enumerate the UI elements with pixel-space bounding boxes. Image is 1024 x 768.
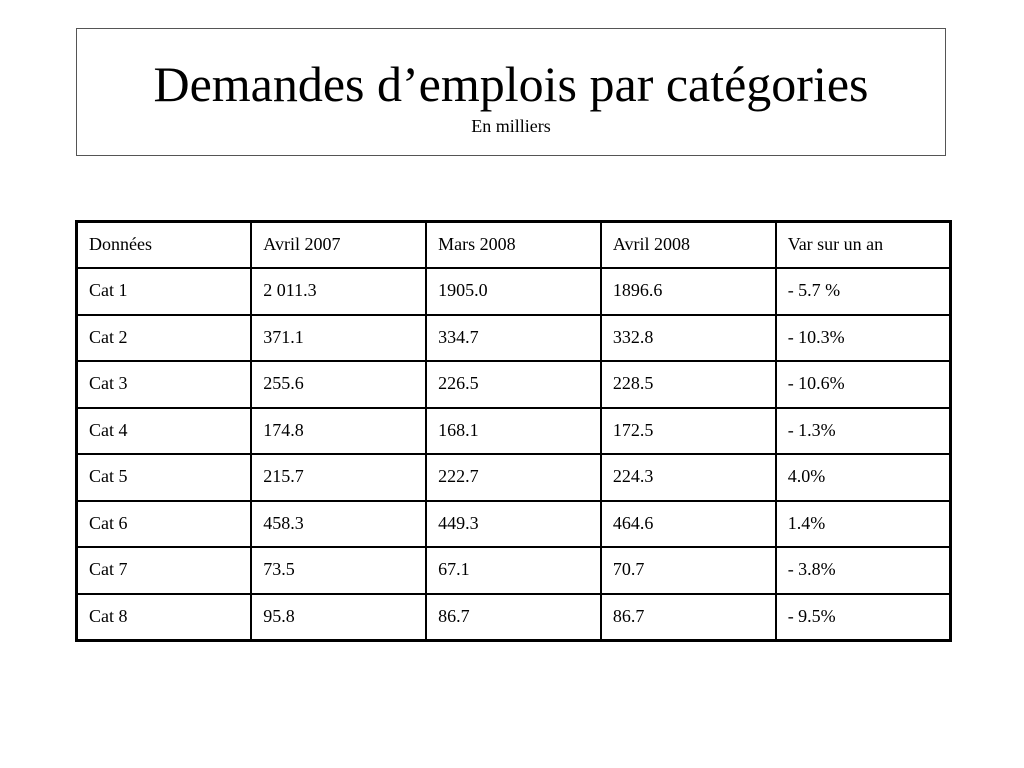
table-cell: Cat 5	[77, 454, 252, 501]
table-cell: 168.1	[426, 408, 601, 455]
table-cell: 255.6	[251, 361, 426, 408]
table-cell: 228.5	[601, 361, 776, 408]
table-cell: 458.3	[251, 501, 426, 548]
table-cell: 174.8	[251, 408, 426, 455]
table-cell: 449.3	[426, 501, 601, 548]
table-cell: - 3.8%	[776, 547, 951, 594]
table-cell: - 1.3%	[776, 408, 951, 455]
table-cell: Cat 2	[77, 315, 252, 362]
table-cell: Cat 7	[77, 547, 252, 594]
table-cell: 332.8	[601, 315, 776, 362]
table-cell: 70.7	[601, 547, 776, 594]
page-subtitle: En milliers	[471, 116, 551, 136]
data-table	[75, 220, 952, 642]
page-title: Demandes d’emplois par catégories	[153, 56, 869, 112]
table-cell: 226.5	[426, 361, 601, 408]
table-row	[77, 547, 951, 594]
table-cell: 1905.0	[426, 268, 601, 315]
table-row	[77, 268, 951, 315]
table-cell: 1.4%	[776, 501, 951, 548]
table-cell: 464.6	[601, 501, 776, 548]
table-cell: Cat 1	[77, 268, 252, 315]
table-cell: 334.7	[426, 315, 601, 362]
header-cell: Données	[77, 222, 252, 269]
table-cell: 4.0%	[776, 454, 951, 501]
table-cell: Cat 6	[77, 501, 252, 548]
table-cell: 224.3	[601, 454, 776, 501]
table-cell: 1896.6	[601, 268, 776, 315]
table-row	[77, 454, 951, 501]
table-cell: - 10.3%	[776, 315, 951, 362]
table-cell: Cat 3	[77, 361, 252, 408]
table-row	[77, 408, 951, 455]
title-box	[76, 28, 946, 156]
table-cell: - 10.6%	[776, 361, 951, 408]
header-cell: Mars 2008	[426, 222, 601, 269]
table-row	[77, 315, 951, 362]
header-cell: Avril 2008	[601, 222, 776, 269]
table-cell: 371.1	[251, 315, 426, 362]
table-cell: 73.5	[251, 547, 426, 594]
table-cell: 2 011.3	[251, 268, 426, 315]
table-cell: Cat 4	[77, 408, 252, 455]
table-row	[77, 501, 951, 548]
header-cell: Var sur un an	[776, 222, 951, 269]
header-cell: Avril 2007	[251, 222, 426, 269]
table-cell: 215.7	[251, 454, 426, 501]
table-cell: 86.7	[601, 594, 776, 641]
table-header-row	[77, 222, 951, 269]
table-row	[77, 361, 951, 408]
table-cell: - 9.5%	[776, 594, 951, 641]
table-cell: Cat 8	[77, 594, 252, 641]
table-row	[77, 594, 951, 641]
table-cell: 222.7	[426, 454, 601, 501]
table-cell: - 5.7 %	[776, 268, 951, 315]
table-cell: 67.1	[426, 547, 601, 594]
table-cell: 172.5	[601, 408, 776, 455]
table-cell: 95.8	[251, 594, 426, 641]
table-cell: 86.7	[426, 594, 601, 641]
